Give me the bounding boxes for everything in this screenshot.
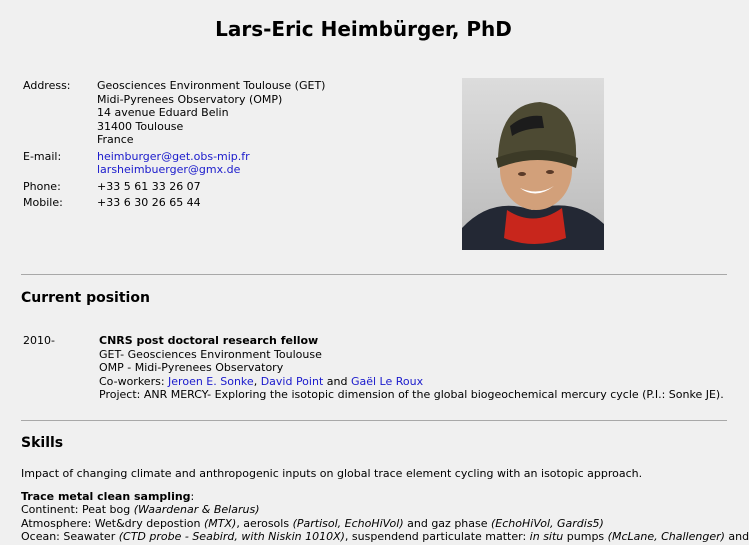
skill-detail: (MTX) xyxy=(203,516,237,530)
position-observatory: OMP - Midi-Pyrenees Observatory xyxy=(99,361,284,374)
email-label: E-mail: xyxy=(23,149,62,163)
coworkers-label: Co-workers: xyxy=(99,374,169,388)
contact-block xyxy=(23,79,325,213)
skill-detail: (Waardenar & Belarus) xyxy=(133,503,260,516)
skill-text: Atmosphere: Wet&dry depostion xyxy=(21,516,204,530)
profile-photo xyxy=(462,78,604,250)
skill-detail: (Partisol, EchoHiVol) xyxy=(292,516,404,530)
trace-metal-heading-line xyxy=(21,490,727,504)
position-institute: GET- Geosciences Environment Toulouse xyxy=(99,347,322,361)
mobile-row xyxy=(23,196,325,210)
address-line: 31400 Toulouse xyxy=(97,119,184,133)
skill-atmosphere xyxy=(21,517,727,531)
coworker-link-point[interactable]: David Point xyxy=(260,374,324,388)
email-link-work[interactable]: heimburger@get.obs-mip.fr xyxy=(97,149,250,163)
skill-text: and gaz phase xyxy=(403,516,492,530)
coworkers-line xyxy=(99,375,724,389)
address-line: Midi-Pyrenees Observatory (OMP) xyxy=(97,92,283,106)
skill-text: , suspendend particulate matter: xyxy=(344,530,530,543)
coworker-link-sonke[interactable]: Jeroen E. Sonke xyxy=(168,374,254,388)
mobile-value: +33 6 30 26 65 44 xyxy=(97,196,201,209)
portrait-illustration xyxy=(462,78,604,250)
coworker-link-leroux[interactable]: Gaël Le Roux xyxy=(350,374,424,388)
skills-section xyxy=(21,467,749,544)
address-label: Address: xyxy=(23,79,71,92)
skill-text: Continent: Peat bog xyxy=(21,503,134,516)
trace-metal-colon: : xyxy=(190,489,195,503)
position-entry xyxy=(23,334,724,402)
divider xyxy=(21,420,727,421)
skill-text: , aerosols xyxy=(236,516,293,530)
email-value xyxy=(97,150,250,177)
skill-continent xyxy=(21,503,727,517)
address-line: Geosciences Environment Toulouse (GET) xyxy=(97,79,326,92)
email-link-personal[interactable]: larsheimbuerger@gmx.de xyxy=(97,163,241,176)
position-details xyxy=(99,334,724,402)
divider xyxy=(21,274,727,275)
phone-label: Phone: xyxy=(23,179,61,193)
address-row xyxy=(23,79,325,147)
skill-text: and xyxy=(724,530,749,543)
skills-heading: Skills xyxy=(21,435,64,451)
coworker-separator: and xyxy=(323,374,351,388)
current-position-heading: Current position xyxy=(21,290,150,306)
skill-text: pumps xyxy=(563,530,608,543)
skills-intro: Impact of changing climate and anthropogenic inputs on global trace element cycling with an isotopic approach. xyxy=(21,467,643,480)
position-year: 2010- xyxy=(23,334,55,347)
address-line: 14 avenue Eduard Belin xyxy=(97,106,229,119)
skill-text: Ocean: Seawater xyxy=(21,530,119,543)
position-role: CNRS post doctoral research fellow xyxy=(99,334,319,347)
phone-row xyxy=(23,180,325,194)
mobile-label: Mobile: xyxy=(23,196,63,209)
coworker-separator: , xyxy=(253,374,261,388)
address-value xyxy=(97,79,325,147)
skill-detail: in situ xyxy=(529,530,564,543)
email-row xyxy=(23,150,325,177)
skill-ocean xyxy=(21,530,749,544)
address-line: France xyxy=(97,133,134,146)
skill-detail: (CTD probe - Seabird, with Niskin 1010X) xyxy=(118,530,345,543)
position-project: Project: ANR MERCY- Exploring the isotopic dimension of the global biogeochemical mercury cycle (P.I.: Sonke JE). xyxy=(99,388,724,401)
phone-value: +33 5 61 33 26 07 xyxy=(97,179,201,193)
page-title: Lars-Eric Heimbürger, PhD xyxy=(215,17,512,41)
skill-detail: (McLane, Challenger) xyxy=(607,530,725,543)
trace-metal-heading: Trace metal clean sampling xyxy=(21,489,191,503)
skill-detail: (EchoHiVol, Gardis5) xyxy=(491,516,604,530)
